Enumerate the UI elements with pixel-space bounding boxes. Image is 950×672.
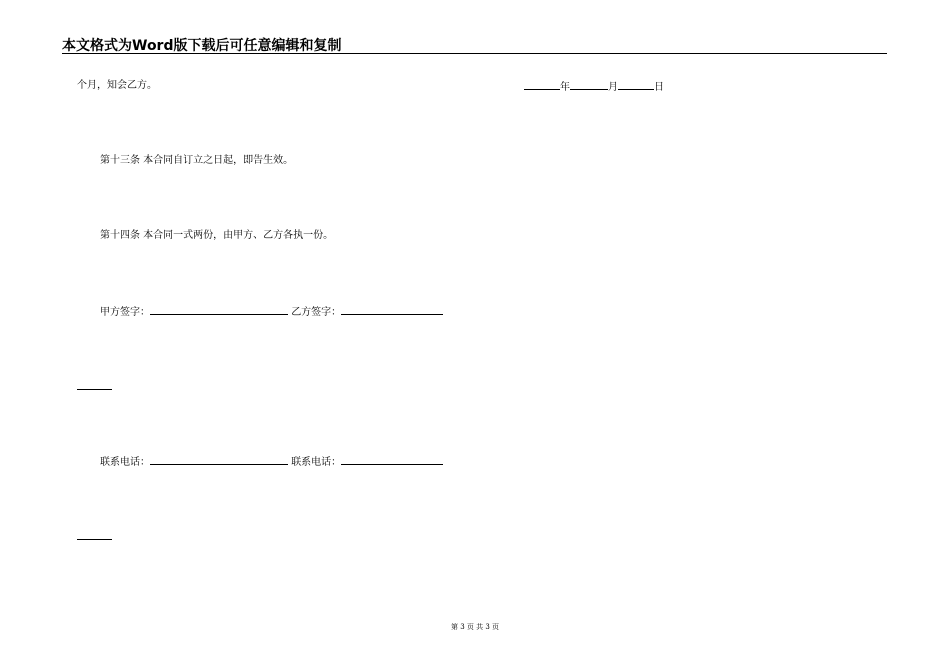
page-number-footer: 第 3 页 共 3 页 <box>450 623 500 631</box>
continuation-line: 个月，知会乙方。 <box>77 80 157 91</box>
header-divider <box>62 53 887 54</box>
day-label: 日 <box>654 82 664 93</box>
document-header-title: 本文格式为Word版下载后可任意编辑和复制 <box>62 38 342 54</box>
year-label: 年 <box>560 82 570 93</box>
contact-line <box>100 455 443 469</box>
party-a-signature-blank <box>150 305 288 315</box>
month-blank <box>570 80 608 90</box>
year-blank <box>524 80 560 90</box>
party-a-phone-blank <box>150 455 288 465</box>
signature-line <box>100 305 443 319</box>
date-line <box>524 80 664 94</box>
party-b-phone-blank <box>341 455 443 465</box>
clause-14: 第十四条 本合同一式两份，由甲方、乙方各执一份。 <box>100 230 334 241</box>
party-b-signature-blank <box>341 305 443 315</box>
party-b-signature-label: 乙方签字： <box>291 307 342 318</box>
party-b-phone-label: 联系电话： <box>291 457 342 468</box>
day-blank <box>618 80 654 90</box>
signature-continuation-rule <box>77 389 112 390</box>
clause-13: 第十三条 本合同自订立之日起，即告生效。 <box>100 155 294 166</box>
party-a-signature-label: 甲方签字： <box>100 307 150 318</box>
month-label: 月 <box>608 82 618 93</box>
contact-continuation-rule <box>77 539 112 540</box>
party-a-phone-label: 联系电话： <box>100 457 150 468</box>
